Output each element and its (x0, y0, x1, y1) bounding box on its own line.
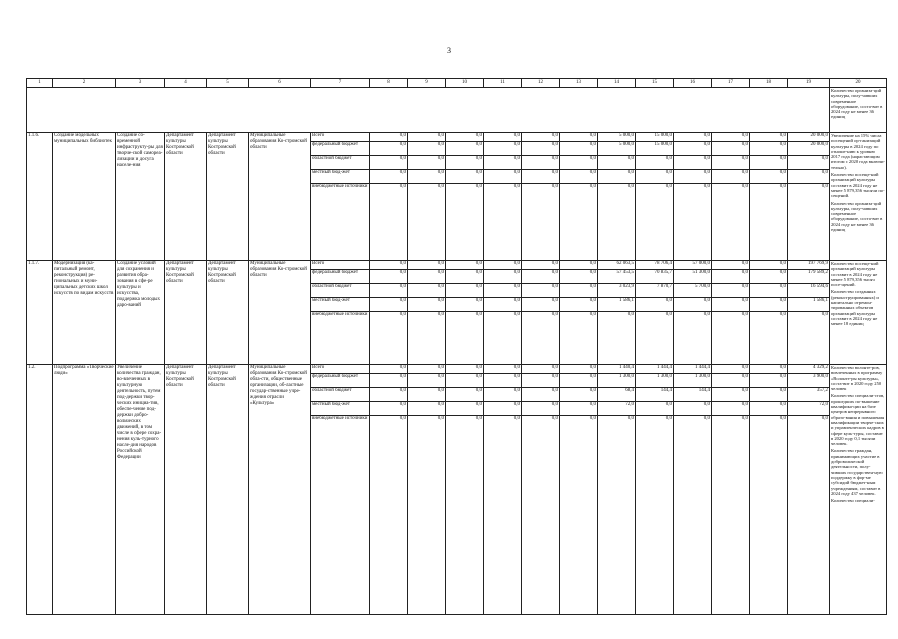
amount-cell: 20 000,0 (788, 133, 830, 142)
amount-cell: 0,0 (750, 170, 788, 184)
column-number: 13 (560, 79, 598, 88)
result-paragraph: Количество специали-стов, прошедших по-вышение квалифика-ции на базе центров непрерывного образо-вания и повышения квалификации творче-ских и управленческих кадров в сфере куль-туры, составит в 2020 году 0,1 тысячи человек. (831, 393, 885, 447)
amount-cell: 0,0 (522, 133, 560, 142)
amount-cell: 0,0 (522, 312, 560, 365)
amount-cell: 0,0 (446, 270, 484, 284)
amount-cell: 70 835,7 (636, 270, 674, 284)
amount-cell: 0,0 (522, 416, 560, 615)
amount-cell: 15 000,0 (636, 142, 674, 156)
amount-cell: 0,0 (712, 156, 750, 170)
amount-cell: 0,0 (408, 170, 446, 184)
page-number: 3 (447, 46, 451, 55)
result-paragraph: Количество посеще-ний организаций культуры составит в 2024 году не менее 5 879,356 тысячи по-сещений. (831, 172, 885, 199)
amount-cell: 0,0 (560, 261, 598, 270)
section-row (27, 261, 887, 270)
amount-cell: 0,0 (560, 298, 598, 312)
amount-cell: 0,0 (560, 312, 598, 365)
amount-cell: 0,0 (674, 416, 712, 615)
amount-cell: 0,0 (560, 416, 598, 615)
amount-cell: 0,0 (446, 374, 484, 388)
amount-cell: 3 900,0 (788, 374, 830, 388)
amount-cell: 1 440,4 (598, 365, 636, 374)
column-number: 18 (750, 79, 788, 88)
funding-source: Всего (311, 261, 370, 270)
amount-cell: 0,0 (484, 298, 522, 312)
amount-cell: 0,0 (446, 170, 484, 184)
amount-cell: 0,0 (674, 402, 712, 416)
amount-cell: 0,0 (674, 170, 712, 184)
column-number: 9 (408, 79, 446, 88)
amount-cell: 57 453,5 (598, 270, 636, 284)
funding-source: областной бюджет (311, 284, 370, 298)
amount-cell: 0,0 (712, 312, 750, 365)
amount-cell: 0,0 (750, 388, 788, 402)
program-table (26, 78, 887, 615)
amount-cell: 0,0 (712, 374, 750, 388)
result-cell (830, 133, 887, 261)
result-cell (830, 261, 887, 365)
amount-cell: 0,0 (636, 184, 674, 261)
co-executor: Департамент культуры Костромской области (207, 261, 249, 365)
amount-cell: 3 023,9 (598, 284, 636, 298)
amount-cell: 0,0 (598, 170, 636, 184)
column-number: 19 (788, 79, 830, 88)
amount-cell: 0,0 (484, 133, 522, 142)
amount-cell: 0,0 (560, 374, 598, 388)
section-number: 1.2. (27, 365, 53, 615)
amount-cell: 0,0 (484, 388, 522, 402)
amount-cell: 0,0 (712, 261, 750, 270)
amount-cell: 0,0 (750, 133, 788, 142)
column-number: 2 (53, 79, 116, 88)
amount-cell: 357,2 (788, 388, 830, 402)
amount-cell: 0,0 (370, 312, 408, 365)
participants: Муниципальные образования Ко-стромской области (249, 261, 311, 365)
amount-cell: 0,0 (750, 374, 788, 388)
amount-cell: 0,0 (446, 142, 484, 156)
result-paragraph: Количество граждан, принимающих участие в добровольческой деятельности, полу-чивших государствен-ную поддержку в фор-ме субсидий бюджет-ным учреждениям, составит в 2024 году 437 человек. (831, 448, 883, 496)
amount-cell: 179 589,2 (788, 270, 830, 284)
column-number: 12 (522, 79, 560, 88)
amount-cell: 0,0 (712, 270, 750, 284)
amount-cell: 0,0 (408, 365, 446, 374)
column-number: 1 (27, 79, 53, 88)
amount-cell: 0,0 (484, 270, 522, 284)
amount-cell: 0,0 (446, 388, 484, 402)
section-row (27, 365, 887, 374)
amount-cell: 0,0 (674, 298, 712, 312)
carry-over-row (27, 88, 887, 133)
amount-cell: 57 000,0 (674, 261, 712, 270)
amount-cell: 0,0 (446, 184, 484, 261)
amount-cell: 0,0 (446, 416, 484, 615)
amount-cell: 0,0 (522, 374, 560, 388)
amount-cell: 0,0 (598, 312, 636, 365)
amount-cell: 0,0 (750, 402, 788, 416)
amount-cell: 0,0 (522, 142, 560, 156)
amount-cell: 0,0 (484, 142, 522, 156)
amount-cell: 0,0 (446, 402, 484, 416)
amount-cell: 0,0 (560, 270, 598, 284)
measure-name: Создание модельных муниципальных библиотек (53, 133, 116, 261)
amount-cell: 0,0 (712, 170, 750, 184)
column-number: 4 (165, 79, 207, 88)
amount-cell: 5 000,0 (598, 142, 636, 156)
amount-cell: 16 594,6 (788, 284, 830, 298)
amount-cell: 0,0 (560, 170, 598, 184)
amount-cell: 0,0 (674, 156, 712, 170)
amount-cell: 0,0 (446, 365, 484, 374)
amount-cell: 0,0 (370, 416, 408, 615)
section-row (27, 133, 887, 142)
amount-cell: 0,0 (712, 365, 750, 374)
amount-cell: 0,0 (522, 365, 560, 374)
amount-cell: 0,0 (408, 388, 446, 402)
amount-cell: 0,0 (712, 184, 750, 261)
amount-cell: 0,0 (636, 402, 674, 416)
amount-cell: 0,0 (408, 156, 446, 170)
amount-cell: 0,0 (484, 261, 522, 270)
amount-cell: 0,0 (522, 156, 560, 170)
co-executor: Департамент культуры Костромской области (207, 133, 249, 261)
amount-cell: 0,0 (750, 184, 788, 261)
amount-cell: 0,0 (750, 284, 788, 298)
amount-cell: 0,0 (408, 298, 446, 312)
amount-cell: 197 769,9 (788, 261, 830, 270)
amount-cell: 0,0 (484, 374, 522, 388)
amount-cell: 0,0 (788, 170, 830, 184)
amount-cell: 0,0 (522, 270, 560, 284)
amount-cell: 0,0 (712, 388, 750, 402)
amount-cell: 0,0 (484, 402, 522, 416)
amount-cell: 0,0 (408, 133, 446, 142)
amount-cell: 0,0 (408, 312, 446, 365)
amount-cell: 0,0 (636, 312, 674, 365)
amount-cell: 0,0 (370, 388, 408, 402)
amount-cell: 0,0 (560, 184, 598, 261)
amount-cell: 0,0 (712, 284, 750, 298)
amount-cell: 15 000,0 (636, 133, 674, 142)
amount-cell: 0,0 (712, 402, 750, 416)
participants: Муниципальные образования Ко-стромской обла-сти, общественные организации, об-ластные государ-ственные учре-ждения отрасли «Культура» (249, 365, 311, 615)
amount-cell: 0,0 (370, 156, 408, 170)
amount-cell: 0,0 (408, 416, 446, 615)
funding-source: федеральный бюджет (311, 142, 370, 156)
co-executor: Департамент культуры Костромской области (207, 365, 249, 615)
amount-cell: 0,0 (788, 184, 830, 261)
amount-cell: 0,0 (674, 312, 712, 365)
result-paragraph: Количество специали- (831, 498, 875, 504)
amount-cell: 0,0 (484, 365, 522, 374)
funding-source: Всего (311, 365, 370, 374)
amount-cell: 0,0 (522, 298, 560, 312)
amount-cell: 1 300,0 (674, 374, 712, 388)
amount-cell: 0,0 (712, 416, 750, 615)
amount-cell: 0,0 (370, 374, 408, 388)
section-number: 1.1.6. (27, 133, 53, 261)
funding-source: местный бюд-жет (311, 170, 370, 184)
responsible-executor: Департамент культуры Костромской области (165, 261, 207, 365)
funding-source: федеральный бюджет (311, 374, 370, 388)
result-paragraph: Количество организа-ций культуры, полу-чивших современное оборудование, соста-вит в 2024 году не менее 36 единиц (831, 88, 883, 120)
amount-cell: 0,0 (484, 184, 522, 261)
amount-cell: 0,0 (370, 142, 408, 156)
amount-cell: 20 000,0 (788, 142, 830, 156)
result-paragraph: Количество посеще-ний организаций культуры составит в 2024 году не менее 5 879,356 тысяч посе-щений. (831, 261, 879, 288)
funding-source: внебюджетные источники (311, 312, 370, 365)
amount-cell: 0,0 (370, 261, 408, 270)
amount-cell: 4 329,2 (788, 365, 830, 374)
column-number: 10 (446, 79, 484, 88)
amount-cell: 0,0 (750, 156, 788, 170)
amount-cell: 7 870,7 (636, 284, 674, 298)
amount-cell: 1 586,1 (598, 298, 636, 312)
column-number: 3 (116, 79, 165, 88)
task-description: Создание условий для сохранения и развития обра-зования в сфе-ре культуры и искусства, поддержка молодых даро-ваний (116, 261, 165, 365)
amount-cell: 0,0 (446, 156, 484, 170)
amount-cell: 0,0 (370, 133, 408, 142)
amount-cell: 0,0 (408, 284, 446, 298)
result-cell (830, 365, 887, 615)
amount-cell: 0,0 (446, 284, 484, 298)
amount-cell: 0,0 (408, 142, 446, 156)
amount-cell: 0,0 (560, 388, 598, 402)
amount-cell: 0,0 (750, 270, 788, 284)
amount-cell: 0,0 (598, 184, 636, 261)
measure-name: Подпрограмма «Творческие люди» (53, 365, 116, 615)
amount-cell: 0,0 (712, 142, 750, 156)
amount-cell: 5 700,0 (674, 284, 712, 298)
funding-source: местный бюд-жет (311, 298, 370, 312)
responsible-executor: Департамент культуры Костромской области (165, 365, 207, 615)
responsible-executor: Департамент культуры Костромской области (165, 133, 207, 261)
amount-cell: 144,4 (636, 388, 674, 402)
amount-cell: 0,0 (750, 312, 788, 365)
amount-cell: 68,4 (598, 388, 636, 402)
amount-cell: 62 063,5 (598, 261, 636, 270)
column-number: 5 (207, 79, 249, 88)
carry-over-blank (27, 88, 830, 133)
column-number: 11 (484, 79, 522, 88)
amount-cell: 0,0 (522, 170, 560, 184)
amount-cell: 0,0 (560, 365, 598, 374)
amount-cell: 1 300,0 (636, 374, 674, 388)
amount-cell: 0,0 (712, 133, 750, 142)
funding-source: областной бюджет (311, 388, 370, 402)
amount-cell: 0,0 (788, 312, 830, 365)
amount-cell: 0,0 (636, 298, 674, 312)
column-number: 20 (830, 79, 887, 88)
amount-cell: 0,0 (674, 133, 712, 142)
result-cell (830, 88, 887, 133)
result-paragraph: Увеличение на 15% числа посещений ор-ганизаций культуры в 2024 году по отноше-нию к уровню 2017 года (нарастающим итогом с 2020 года включи-тельно). (831, 133, 885, 170)
amount-cell: 0,0 (446, 261, 484, 270)
amount-cell: 1 586,1 (788, 298, 830, 312)
task-description: Увеличение количества граждан, во-влеченных в культурную деятельность, путем под-держки твор-ческих инициа-тив, обеспе-чение под-держки добро-вольческих движений, в том числе в сфере сохра-нения куль-турного насле-дия народов Российской Федерации (116, 365, 165, 615)
amount-cell: 0,0 (484, 284, 522, 298)
amount-cell: 0,0 (408, 184, 446, 261)
participants: Муниципальные образования Ко-стромской области (249, 133, 311, 261)
amount-cell: 0,0 (788, 416, 830, 615)
amount-cell: 78 706,4 (636, 261, 674, 270)
column-number: 7 (311, 79, 370, 88)
amount-cell: 0,0 (484, 416, 522, 615)
amount-cell: 0,0 (370, 270, 408, 284)
amount-cell: 0,0 (598, 416, 636, 615)
funding-source: внебюджетные источники (311, 416, 370, 615)
column-number: 15 (636, 79, 674, 88)
amount-cell: 0,0 (712, 298, 750, 312)
amount-cell: 0,0 (750, 261, 788, 270)
column-number: 16 (674, 79, 712, 88)
amount-cell: 0,0 (370, 284, 408, 298)
amount-cell: 0,0 (560, 133, 598, 142)
amount-cell: 0,0 (522, 284, 560, 298)
amount-cell: 0,0 (484, 170, 522, 184)
amount-cell: 0,0 (408, 261, 446, 270)
amount-cell: 0,0 (636, 156, 674, 170)
amount-cell: 0,0 (636, 170, 674, 184)
amount-cell: 0,0 (560, 142, 598, 156)
section-number: 1.1.7. (27, 261, 53, 365)
amount-cell: 5 000,0 (598, 133, 636, 142)
amount-cell: 72,0 (788, 402, 830, 416)
amount-cell: 0,0 (674, 142, 712, 156)
column-number: 8 (370, 79, 408, 88)
amount-cell: 0,0 (522, 261, 560, 270)
amount-cell: 0,0 (522, 402, 560, 416)
amount-cell: 51 300,0 (674, 270, 712, 284)
amount-cell: 0,0 (370, 184, 408, 261)
result-paragraph: Количество волонте-ров, вовлеченных в программу «Волонте-ры культуры», соста-вит в 2020 году 250 человек (831, 365, 883, 392)
measure-name: Модернизация (ка-питальный ремонт, реконструкция) ре-гиональных и муни-ципальных детских школ искусств по видам искусств (53, 261, 116, 365)
amount-cell: 1 444,4 (636, 365, 674, 374)
result-paragraph: Количество организа-ций культуры, полу-чивших современное оборудование, соста-вит в 2024 году не менее 36 единиц (831, 200, 883, 233)
funding-source: федеральный бюджет (311, 270, 370, 284)
amount-cell: 0,0 (484, 312, 522, 365)
amount-cell: 144,4 (674, 388, 712, 402)
column-number: 14 (598, 79, 636, 88)
funding-source: местный бюд-жет (311, 402, 370, 416)
amount-cell: 0,0 (560, 284, 598, 298)
amount-cell: 0,0 (484, 156, 522, 170)
funding-source: областной бюджет (311, 156, 370, 170)
amount-cell: 0,0 (446, 298, 484, 312)
amount-cell: 72,0 (598, 402, 636, 416)
amount-cell: 0,0 (560, 402, 598, 416)
amount-cell: 0,0 (408, 402, 446, 416)
column-number: 6 (249, 79, 311, 88)
amount-cell: 1 300,0 (598, 374, 636, 388)
amount-cell: 0,0 (408, 374, 446, 388)
amount-cell: 0,0 (750, 142, 788, 156)
result-paragraph: Количество созданных (реконструированных) и капитально отремон-тированных объектов организаций культуры составит в 2024 году не менее 18 единиц (831, 289, 879, 327)
amount-cell: 0,0 (408, 270, 446, 284)
amount-cell: 0,0 (446, 312, 484, 365)
amount-cell: 0,0 (370, 298, 408, 312)
amount-cell: 0,0 (522, 184, 560, 261)
amount-cell: 0,0 (370, 365, 408, 374)
amount-cell: 0,0 (446, 133, 484, 142)
amount-cell: 0,0 (750, 365, 788, 374)
amount-cell: 0,0 (370, 170, 408, 184)
funding-source: внебюджетные источники (311, 184, 370, 261)
amount-cell: 0,0 (674, 184, 712, 261)
amount-cell: 0,0 (522, 388, 560, 402)
amount-cell: 0,0 (370, 402, 408, 416)
amount-cell: 0,0 (750, 298, 788, 312)
header-row (27, 79, 887, 88)
amount-cell: 0,0 (560, 156, 598, 170)
task-description: Создание со-временной инфраструкту-ры для творче-ской самореа-лизации и досуга населе-ния (116, 133, 165, 261)
amount-cell: 0,0 (598, 156, 636, 170)
funding-source: Всего (311, 133, 370, 142)
amount-cell: 0,0 (750, 416, 788, 615)
amount-cell: 0,0 (636, 416, 674, 615)
amount-cell: 1 444,4 (674, 365, 712, 374)
column-number: 17 (712, 79, 750, 88)
amount-cell: 0,0 (788, 156, 830, 170)
